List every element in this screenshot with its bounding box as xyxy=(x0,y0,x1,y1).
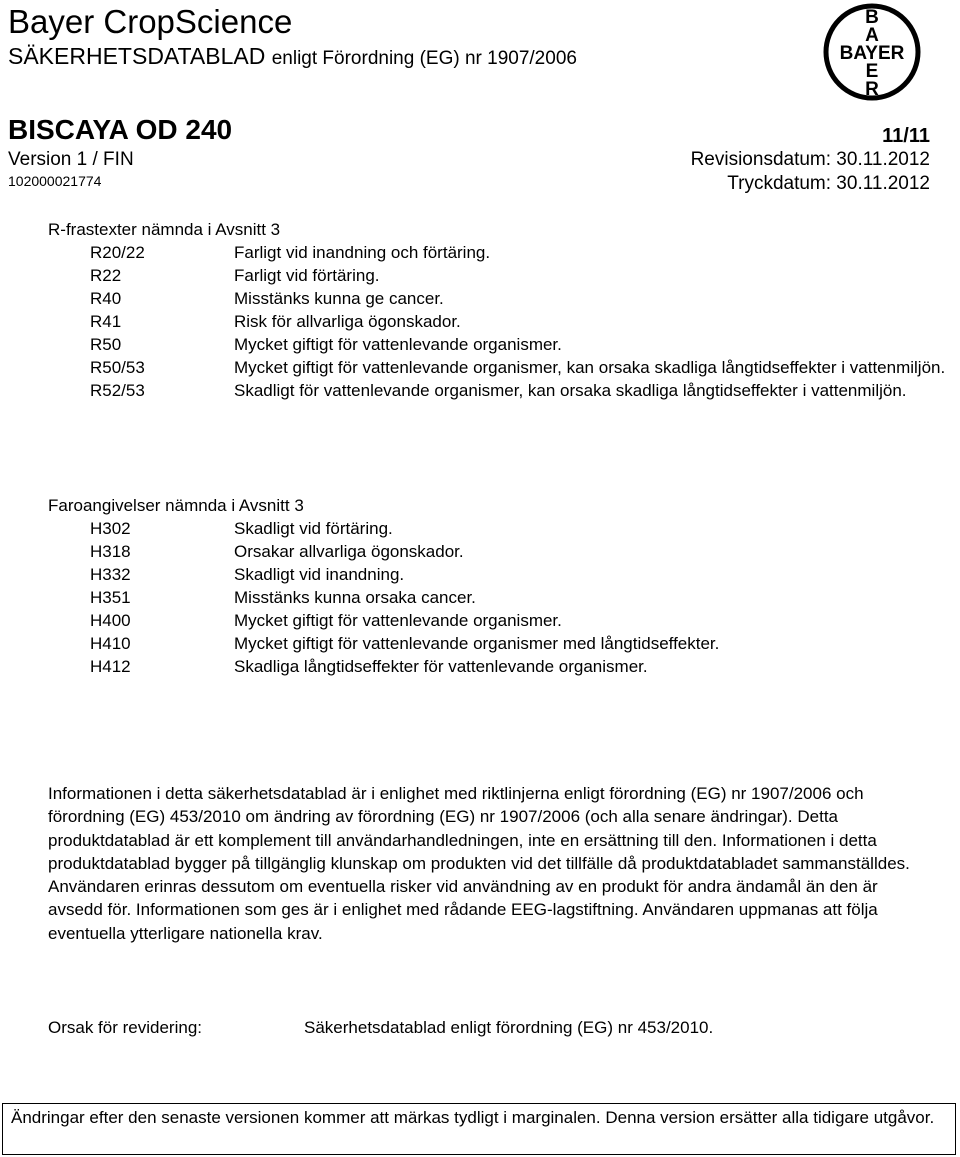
company-name: Bayer CropScience xyxy=(8,3,293,40)
sdb-subtitle: enligt Förordning (EG) nr 1907/2006 xyxy=(271,48,577,69)
list-item xyxy=(48,264,960,287)
list-item xyxy=(48,379,960,402)
list-item xyxy=(48,632,960,655)
logo-word: BAYER xyxy=(839,43,905,64)
list-item xyxy=(48,356,960,379)
document-number: 102000021774 xyxy=(8,173,102,189)
phrase-text: Mycket giftigt för vattenlevande organismer. xyxy=(234,335,562,354)
phrase-text: Risk för allvarliga ögonskador. xyxy=(234,312,461,331)
list-item xyxy=(48,517,960,540)
revision-reason-value: Säkerhetsdatablad enligt förordning (EG) nr 453/2010. xyxy=(304,1018,714,1037)
statement-code: H400 xyxy=(90,611,131,630)
statement-code: H318 xyxy=(90,542,131,561)
list-item xyxy=(48,310,960,333)
logo-letter-b: B xyxy=(865,7,879,28)
phrase-text: Farligt vid förtäring. xyxy=(234,266,380,285)
print-date: Tryckdatum: 30.11.2012 xyxy=(727,173,930,194)
list-item xyxy=(48,333,960,356)
document-type xyxy=(8,42,577,73)
page-number: 11/11 xyxy=(882,125,930,147)
logo-letter-e: E xyxy=(865,61,879,82)
phrase-code: R50/53 xyxy=(90,358,145,377)
phrase-code: R22 xyxy=(90,266,122,285)
list-item xyxy=(48,586,960,609)
r-phrases-section xyxy=(48,218,960,402)
phrase-text: Farligt vid inandning och förtäring. xyxy=(234,243,491,262)
statement-text: Skadligt vid inandning. xyxy=(234,565,405,584)
h-statements-section xyxy=(48,494,960,678)
product-name: BISCAYA OD 240 xyxy=(8,114,233,145)
statement-code: H302 xyxy=(90,519,131,538)
statement-text: Skadligt vid förtäring. xyxy=(234,519,393,538)
statement-code: H332 xyxy=(90,565,131,584)
logo-letter-r: R xyxy=(865,79,879,100)
list-item xyxy=(48,287,960,310)
list-item xyxy=(48,655,960,678)
statement-text: Mycket giftigt för vattenlevande organismer. xyxy=(234,611,562,630)
statement-text: Orsakar allvarliga ögonskador. xyxy=(234,542,464,561)
changes-note-box xyxy=(2,1103,956,1155)
sdb-title: SÄKERHETSDATABLAD xyxy=(8,43,266,69)
statement-text: Misstänks kunna orsaka cancer. xyxy=(234,588,476,607)
statement-code: H412 xyxy=(90,657,131,676)
phrase-code: R40 xyxy=(90,289,122,308)
phrase-code: R20/22 xyxy=(90,243,145,262)
phrase-code: R50 xyxy=(90,335,122,354)
list-item xyxy=(48,241,960,264)
phrase-text: Skadligt för vattenlevande organismer, kan orsaka skadliga långtidseffekter i vattenmiljön. xyxy=(234,381,907,400)
bayer-cross-logo xyxy=(822,2,922,102)
phrase-text: Misstänks kunna ge cancer. xyxy=(234,289,444,308)
h-statements-title: Faroangivelser nämnda i Avsnitt 3 xyxy=(48,496,304,515)
changes-note-text: Ändringar efter den senaste versionen kommer att märkas tydligt i marginalen. Denna version ersätter alla tidigare utgåvor. xyxy=(11,1108,935,1127)
statement-text: Skadliga långtidseffekter för vattenlevande organismer. xyxy=(234,657,648,676)
phrase-code: R41 xyxy=(90,312,122,331)
phrase-text: Mycket giftigt för vattenlevande organismer, kan orsaka skadliga långtidseffekter i vattenmiljön. xyxy=(234,358,946,377)
revision-reason-label: Orsak för revidering: xyxy=(48,1018,202,1037)
list-item xyxy=(48,540,960,563)
information-paragraph: Informationen i detta säkerhetsdatablad är i enlighet med riktlinjerna enligt förordning (EG) nr 1907/2006 och förordning (EG) 453/2010 om ändring av förordning (EG) nr 1907/2006 (och alla senare ändringar). Detta produktdatablad är ett komplement till användarhandledningen, inte en ersättning till den. Informationen i detta produktdatablad bygger på tillgänglig klunskap om produkten vid det tillfälle då produktdatabladet sammanställdes. Användaren erinras dessutom om eventuella risker vid användning av en produkt för andra ändamål än den är avsedd för. Informationen som ges är i enlighet med rådande EEG-lagstiftning. Användaren uppmanas att följa eventuella ytterligare nationella krav. xyxy=(48,784,910,943)
revision-date: Revisionsdatum: 30.11.2012 xyxy=(690,149,930,170)
logo-letter-a: A xyxy=(865,25,879,46)
statement-text: Mycket giftigt för vattenlevande organismer med långtidseffekter. xyxy=(234,634,720,653)
list-item xyxy=(48,609,960,632)
statement-code: H351 xyxy=(90,588,131,607)
statement-code: H410 xyxy=(90,634,131,653)
r-phrases-title: R-frastexter nämnda i Avsnitt 3 xyxy=(48,220,281,239)
list-item xyxy=(48,563,960,586)
version: Version 1 / FIN xyxy=(8,149,134,170)
phrase-code: R52/53 xyxy=(90,381,145,400)
